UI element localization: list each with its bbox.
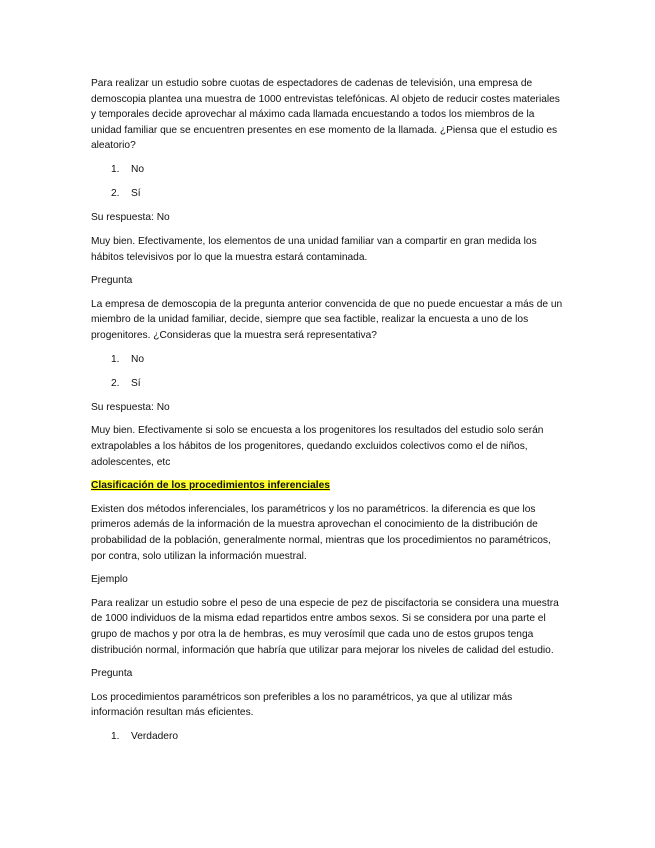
option-number: 1. [111, 353, 120, 365]
question-2-option-2 [91, 376, 563, 392]
option-label: Sí [131, 188, 141, 200]
option-label: Sí [131, 377, 141, 389]
question-2-options [91, 352, 563, 392]
section-heading [91, 478, 563, 494]
option-label: No [131, 353, 145, 365]
question-1-text: Para realizar un estudio sobre cuotas de espectadores de cadenas de televisión, una empresa de demoscopia plantea una muestra de 1000 entrevistas telefónicas. Al objeto de reducir costes materiales y temporales decide aprovechar al máximo cada llamada encuestando a todos los miembros de la unidad familiar que se encuentren presentes en ese momento de la llamada. ¿Piensa que el estudio es aleatorio? [91, 78, 560, 152]
section-heading-text: Clasificación de los procedimientos inferenciales [91, 480, 330, 492]
question-3-option-1 [91, 729, 563, 745]
question-3-text: Los procedimientos paramétricos son preferibles a los no paramétricos, ya que al utilizar más información resultan más eficientes. [91, 691, 513, 719]
option-number: 2. [111, 188, 120, 200]
question-1-answer: Su respuesta: No [91, 212, 170, 224]
question-2-text: La empresa de demoscopia de la pregunta anterior convencida de que no puede encuestar a más de un miembro de la unidad familiar, decide, siempre que sea factible, realizar la encuesta a uno de los progenitores. ¿Consideras que la muestra será representativa? [91, 298, 563, 341]
question-2-answer: Su respuesta: No [91, 401, 170, 413]
example-label: Ejemplo [91, 574, 128, 586]
question-1-option-2 [91, 186, 563, 202]
question-3-options [91, 729, 563, 745]
question-2-feedback: Muy bien. Efectivamente si solo se encuesta a los progenitores los resultados del estudio solo serán extrapolables a los hábitos de los progenitores, quedando excluidos colectivos como el de niños, adolescentes, etc [91, 425, 544, 468]
option-number: 1. [111, 730, 120, 742]
option-label: No [131, 163, 145, 175]
section-text: Existen dos métodos inferenciales, los paramétricos y los no paramétricos. la diferencia es que los primeros además de la información de la muestra aprovechan el conocimiento de la distribución de probabilidad de la población, generalmente normal, mientras que los procedimientos no paramétricos, por contra, solo utilizan la información muestral. [91, 503, 551, 562]
question-1-options [91, 162, 563, 202]
question-1-option-1 [91, 162, 563, 178]
option-label: Verdadero [131, 730, 179, 742]
question-2-option-1 [91, 352, 563, 368]
question-3-label: Pregunta [91, 668, 133, 680]
question-1-feedback: Muy bien. Efectivamente, los elementos de una unidad familiar van a compartir en gran medida los hábitos televisivos por lo que la muestra estará contaminada. [91, 235, 537, 263]
option-number: 2. [111, 377, 120, 389]
example-text: Para realizar un estudio sobre el peso de una especie de pez de piscifactoria se considera una muestra de 1000 individuos de la misma edad repartidos entre ambos sexos. Si se considera por una parte el grupo de machos y por otra la de hembras, es muy verosímil que cada uno de estos grupos tenga distribución normal, información que habría que utilizar para mejorar los niveles de calidad del estudio. [91, 597, 559, 656]
question-2-label: Pregunta [91, 275, 133, 287]
option-number: 1. [111, 163, 120, 175]
